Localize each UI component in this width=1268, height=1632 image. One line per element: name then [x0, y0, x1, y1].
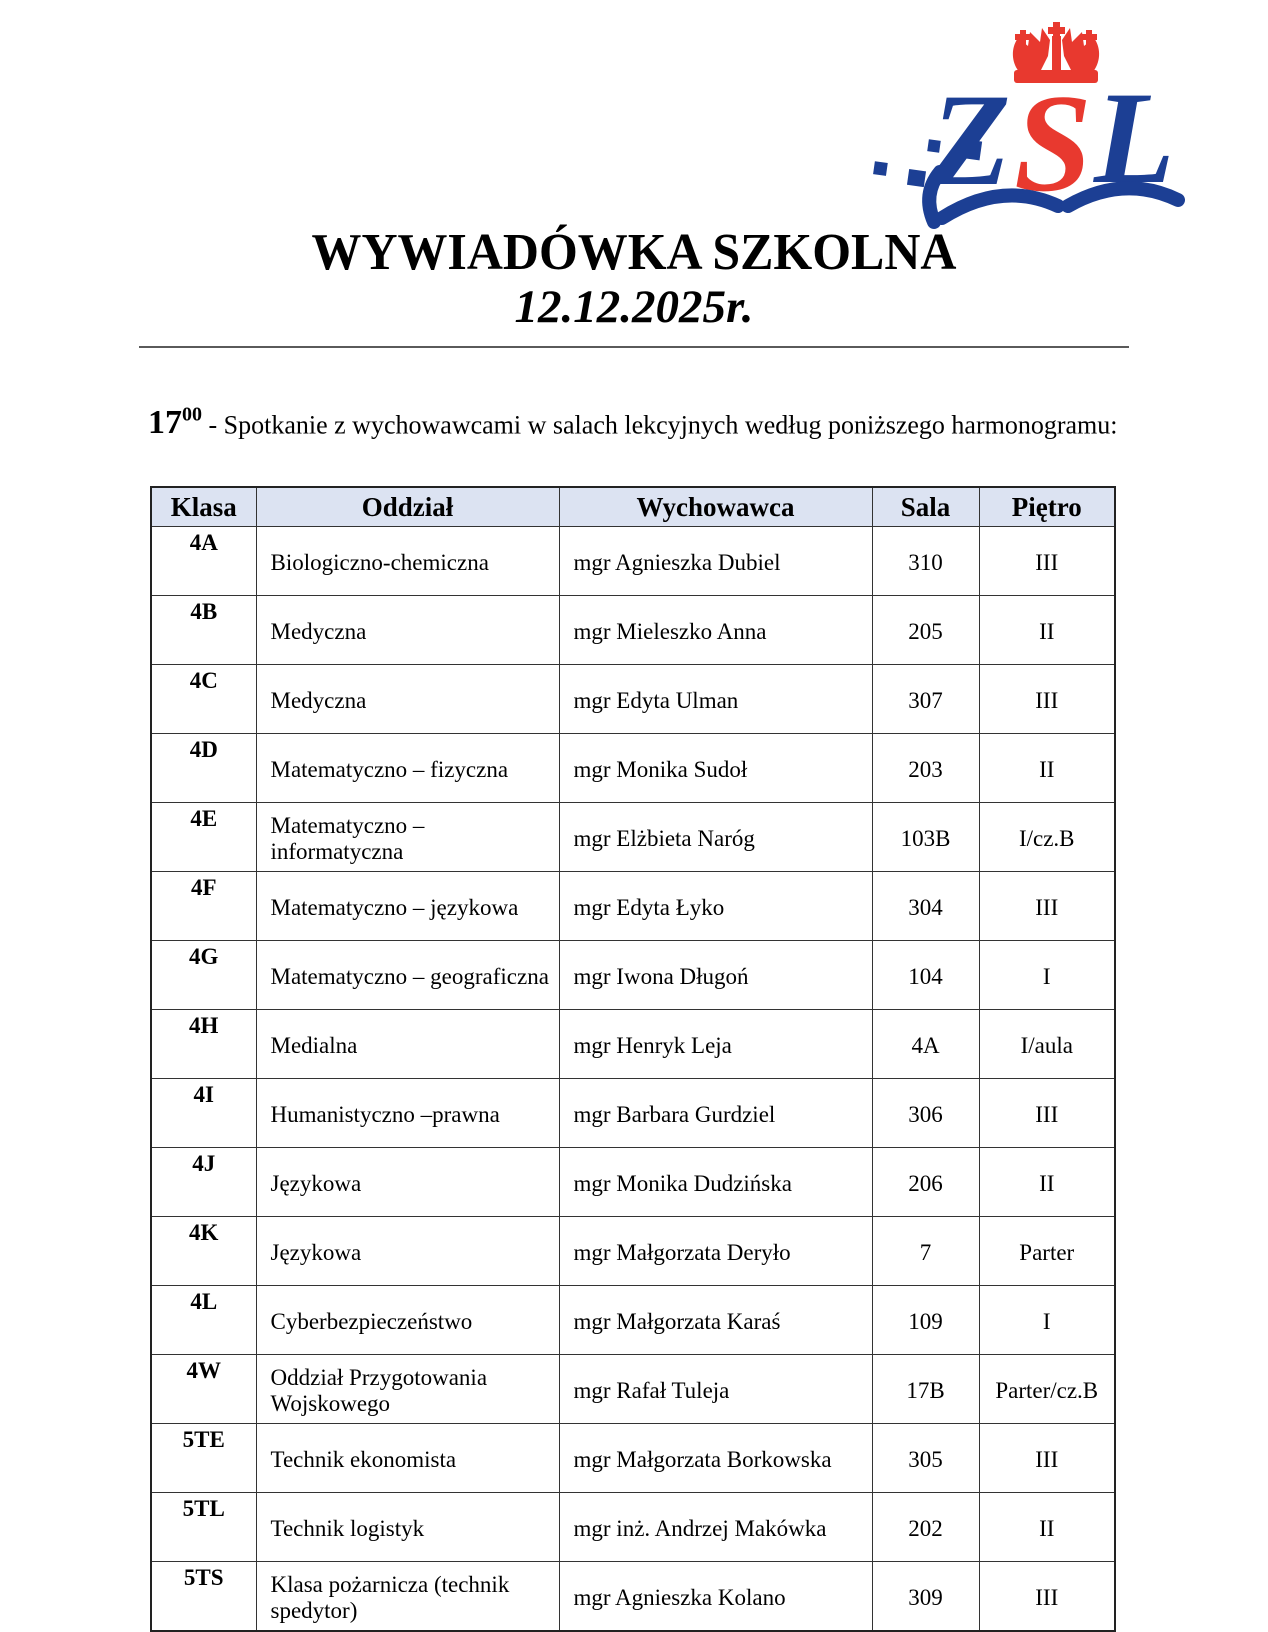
division-cell: Medyczna [256, 596, 559, 665]
room-cell: 104 [872, 941, 979, 1010]
table-row [151, 1355, 1115, 1424]
floor-cell: II [979, 1148, 1115, 1217]
class-cell: 5TL [151, 1493, 256, 1562]
room-cell: 7 [872, 1217, 979, 1286]
floor-cell: III [979, 665, 1115, 734]
class-cell: 4I [151, 1079, 256, 1148]
room-cell: 304 [872, 872, 979, 941]
floor-cell: III [979, 1424, 1115, 1493]
room-cell: 203 [872, 734, 979, 803]
room-cell: 17B [872, 1355, 979, 1424]
class-cell: 5TE [151, 1424, 256, 1493]
teacher-cell: mgr Mieleszko Anna [559, 596, 872, 665]
floor-cell: III [979, 1562, 1115, 1632]
teacher-cell: mgr Małgorzata Borkowska [559, 1424, 872, 1493]
division-cell: Klasa pożarnicza (technik spedytor) [256, 1562, 559, 1632]
division-cell: Humanistyczno –prawna [256, 1079, 559, 1148]
table-row [151, 803, 1115, 872]
teacher-cell: mgr Edyta Łyko [559, 872, 872, 941]
table-row [151, 1286, 1115, 1355]
table-row [151, 596, 1115, 665]
floor-cell: III [979, 527, 1115, 596]
table-row [151, 665, 1115, 734]
division-cell: Matematyczno – fizyczna [256, 734, 559, 803]
floor-cell: II [979, 596, 1115, 665]
division-cell: Medialna [256, 1010, 559, 1079]
room-cell: 109 [872, 1286, 979, 1355]
room-cell: 306 [872, 1079, 979, 1148]
table-row [151, 1217, 1115, 1286]
meeting-intro [148, 404, 1148, 442]
room-cell: 205 [872, 596, 979, 665]
teacher-cell: mgr Agnieszka Kolano [559, 1562, 872, 1632]
division-cell: Biologiczno-chemiczna [256, 527, 559, 596]
page-date: 12.12.2025r. [514, 280, 754, 333]
school-logo [872, 22, 1192, 232]
column-header-teacher: Wychowawca [559, 487, 872, 527]
meeting-time-minutes: 00 [182, 403, 202, 426]
table-row [151, 872, 1115, 941]
teacher-cell: mgr inż. Andrzej Makówka [559, 1493, 872, 1562]
floor-cell: I/aula [979, 1010, 1115, 1079]
table-row [151, 1079, 1115, 1148]
class-cell: 4A [151, 527, 256, 596]
room-cell: 307 [872, 665, 979, 734]
division-cell: Językowa [256, 1217, 559, 1286]
floor-cell: Parter/cz.B [979, 1355, 1115, 1424]
division-cell: Technik logistyk [256, 1493, 559, 1562]
division-cell: Matematyczno – informatyczna [256, 803, 559, 872]
floor-cell: II [979, 734, 1115, 803]
division-cell: Matematyczno – geograficzna [256, 941, 559, 1010]
division-cell: Cyberbezpieczeństwo [256, 1286, 559, 1355]
class-cell: 4F [151, 872, 256, 941]
room-cell: 305 [872, 1424, 979, 1493]
room-cell: 206 [872, 1148, 979, 1217]
class-cell: 4J [151, 1148, 256, 1217]
room-cell: 202 [872, 1493, 979, 1562]
logo-letter-l: L [1094, 64, 1175, 211]
teacher-cell: mgr Małgorzata Karaś [559, 1286, 872, 1355]
column-header-room: Sala [872, 487, 979, 527]
floor-cell: III [979, 1079, 1115, 1148]
table-row [151, 1562, 1115, 1632]
teacher-cell: mgr Edyta Ulman [559, 665, 872, 734]
room-cell: 4A [872, 1010, 979, 1079]
teacher-cell: mgr Rafał Tuleja [559, 1355, 872, 1424]
meeting-time: $17^{00}$ [148, 403, 202, 442]
room-cell: 310 [872, 527, 979, 596]
floor-cell: III [979, 872, 1115, 941]
meeting-intro-text: - Spotkanie z wychowawcami w salach lekcyjnych według poniższego harmonogramu: [208, 410, 1118, 440]
division-cell: Technik ekonomista [256, 1424, 559, 1493]
teacher-cell: mgr Barbara Gurdziel [559, 1079, 872, 1148]
table-row [151, 1148, 1115, 1217]
room-cell: 309 [872, 1562, 979, 1632]
floor-cell: I [979, 941, 1115, 1010]
class-cell: 4G [151, 941, 256, 1010]
table-row [151, 1424, 1115, 1493]
teacher-cell: mgr Iwona Długoń [559, 941, 872, 1010]
table-row [151, 941, 1115, 1010]
teacher-cell: mgr Monika Dudzińska [559, 1148, 872, 1217]
schedule-table-body [151, 527, 1115, 1632]
table-row [151, 527, 1115, 596]
class-cell: 5TS [151, 1562, 256, 1632]
teacher-cell: mgr Agnieszka Dubiel [559, 527, 872, 596]
division-cell: Oddział Przygotowania Wojskowego [256, 1355, 559, 1424]
division-cell: Językowa [256, 1148, 559, 1217]
class-cell: 4L [151, 1286, 256, 1355]
title-divider [139, 346, 1129, 348]
class-cell: 4H [151, 1010, 256, 1079]
logo-letter-s: S [1014, 66, 1092, 221]
column-header-class: Klasa [151, 487, 256, 527]
division-cell: Matematyczno – językowa [256, 872, 559, 941]
table-row [151, 1493, 1115, 1562]
column-header-division: Oddział [256, 487, 559, 527]
schedule-table [150, 486, 1116, 1632]
page-title: WYWIADÓWKA SZKOLNA [311, 224, 957, 281]
schedule-table-header [151, 487, 1115, 527]
class-cell: 4E [151, 803, 256, 872]
room-cell: 103B [872, 803, 979, 872]
teacher-cell: mgr Elżbieta Naróg [559, 803, 872, 872]
floor-cell: II [979, 1493, 1115, 1562]
class-cell: 4K [151, 1217, 256, 1286]
column-header-floor: Piętro [979, 487, 1115, 527]
teacher-cell: mgr Henryk Leja [559, 1010, 872, 1079]
floor-cell: I [979, 1286, 1115, 1355]
table-row [151, 734, 1115, 803]
class-cell: 4W [151, 1355, 256, 1424]
teacher-cell: mgr Małgorzata Deryło [559, 1217, 872, 1286]
division-cell: Medyczna [256, 665, 559, 734]
teacher-cell: mgr Monika Sudoł [559, 734, 872, 803]
class-cell: 4B [151, 596, 256, 665]
table-row [151, 1010, 1115, 1079]
logo-letter-z: Z [930, 66, 1011, 213]
zsl-logo-graphic [872, 22, 1192, 232]
class-cell: 4C [151, 665, 256, 734]
floor-cell: Parter [979, 1217, 1115, 1286]
class-cell: 4D [151, 734, 256, 803]
floor-cell: I/cz.B [979, 803, 1115, 872]
